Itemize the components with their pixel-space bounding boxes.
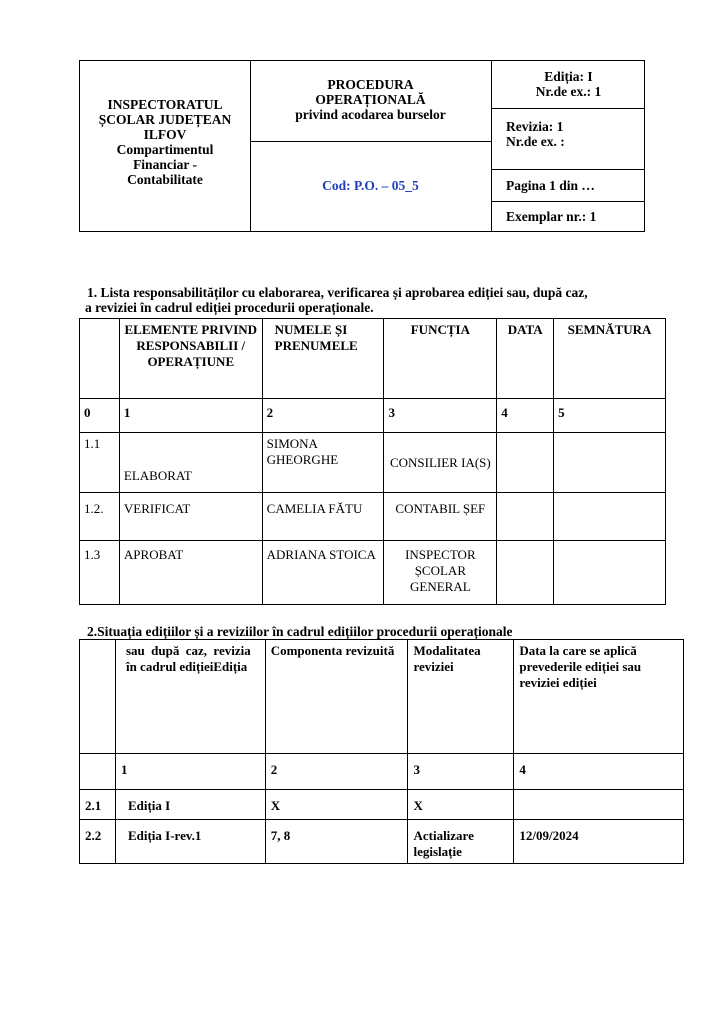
page-label: Pagina 1 din … [506, 178, 595, 193]
department-line: Contabilitate [127, 172, 203, 187]
number-cell: 2 [265, 754, 408, 790]
name-cell: ADRIANA STOICA [262, 541, 384, 605]
edition-label: Ediția: I [544, 69, 593, 84]
number-cell: 0 [80, 399, 120, 433]
header-cell: Componenta revizuită [265, 640, 408, 754]
component-cell: X [265, 790, 408, 820]
document-header [79, 60, 645, 232]
header-cell: Modalitatea reviziei [408, 640, 514, 754]
institution-line: INSPECTORATUL [107, 97, 223, 112]
table-number-row [80, 399, 666, 433]
row-number: 1.1 [80, 433, 120, 493]
number-cell: 1 [119, 399, 262, 433]
number-cell: 4 [514, 754, 684, 790]
row-number: 2.2 [80, 820, 116, 864]
header-cell: FUNCȚIA [384, 319, 497, 399]
header-cell: Data la care se aplică prevederile ediției sau reviziei ediției [514, 640, 684, 754]
function-cell: CONTABIL ȘEF [384, 493, 497, 541]
header-cell: SEMNĂTURA [554, 319, 666, 399]
table-row [80, 541, 666, 605]
table-number-row [80, 754, 684, 790]
signature-cell [554, 541, 666, 605]
procedure-title-line: OPERAȚIONALĂ [315, 92, 426, 107]
method-cell: Actializare legislație [408, 820, 514, 864]
department-line: Financiar - [133, 157, 197, 172]
name-cell: SIMONA GHEORGHE [262, 433, 384, 493]
table-header-row [80, 319, 666, 399]
function-cell: CONSILIER IA(S) [384, 433, 497, 493]
section-1-title-line: a reviziei în cadrul ediției procedurii operaționale. [85, 300, 374, 315]
number-cell: 5 [554, 399, 666, 433]
date-cell [497, 541, 554, 605]
procedure-title-line: PROCEDURA [327, 77, 414, 92]
procedure-code: Cod: P.O. – 05_5 [322, 178, 419, 193]
header-cell: sau după caz, revizia în cadrul edițieiEdiția [115, 640, 265, 754]
table-row [80, 493, 666, 541]
section-1-title [87, 285, 657, 315]
component-cell: 7, 8 [265, 820, 408, 864]
method-cell: X [408, 790, 514, 820]
header-cell: DATA [497, 319, 554, 399]
number-cell [80, 754, 116, 790]
edition-info [491, 69, 646, 99]
signature-cell [554, 493, 666, 541]
section-2-title: 2.Situația edițiilor și a reviziilor în cadrul edițiilor procedurii operaționale [87, 624, 513, 639]
table-row [80, 820, 684, 864]
editions-table [79, 639, 684, 864]
header-cell [80, 640, 116, 754]
institution-line: ILFOV [143, 127, 187, 142]
edition-cell: Ediția I [115, 790, 265, 820]
table-header-row [80, 640, 684, 754]
header-cell [80, 319, 120, 399]
copies-label: Nr.de ex. : [506, 134, 565, 149]
function-cell: INSPECTOR ȘCOLAR GENERAL [384, 541, 497, 605]
row-number: 1.2. [80, 493, 120, 541]
element-cell: VERIFICAT [119, 493, 262, 541]
row-number: 2.1 [80, 790, 116, 820]
section-1-title-line: 1. Lista responsabilităților cu elaborarea, verificarea și aprobarea ediției sau, după caz, [87, 285, 588, 300]
date-cell [514, 790, 684, 820]
row-number: 1.3 [80, 541, 120, 605]
institution-line: ȘCOLAR JUDEȚEAN [98, 112, 232, 127]
number-cell: 4 [497, 399, 554, 433]
name-cell: CAMELIA FĂTU [262, 493, 384, 541]
revision-label: Revizia: 1 [506, 119, 564, 134]
header-cell: ELEMENTE PRIVIND RESPONSABILII / OPERAȚIUNE [119, 319, 262, 399]
edition-cell: Ediția I-rev.1 [115, 820, 265, 864]
number-cell: 3 [384, 399, 497, 433]
element-cell: APROBAT [119, 541, 262, 605]
number-cell: 2 [262, 399, 384, 433]
responsibilities-table [79, 318, 666, 605]
copy-number-label: Exemplar nr.: 1 [506, 209, 597, 224]
element-cell: ELABORAT [119, 433, 262, 493]
table-row [80, 433, 666, 493]
date-cell: 12/09/2024 [514, 820, 684, 864]
institution-block [80, 97, 250, 187]
date-cell [497, 493, 554, 541]
date-cell [497, 433, 554, 493]
revision-info [506, 119, 646, 149]
header-cell: NUMELE ȘI PRENUMELE [262, 319, 384, 399]
number-cell: 3 [408, 754, 514, 790]
copies-label: Nr.de ex.: 1 [535, 84, 602, 99]
signature-cell [554, 433, 666, 493]
department-line: Compartimentul [116, 142, 214, 157]
table-row [80, 790, 684, 820]
number-cell: 1 [115, 754, 265, 790]
procedure-title-block [250, 77, 491, 122]
procedure-subtitle: privind acodarea burselor [295, 107, 446, 122]
